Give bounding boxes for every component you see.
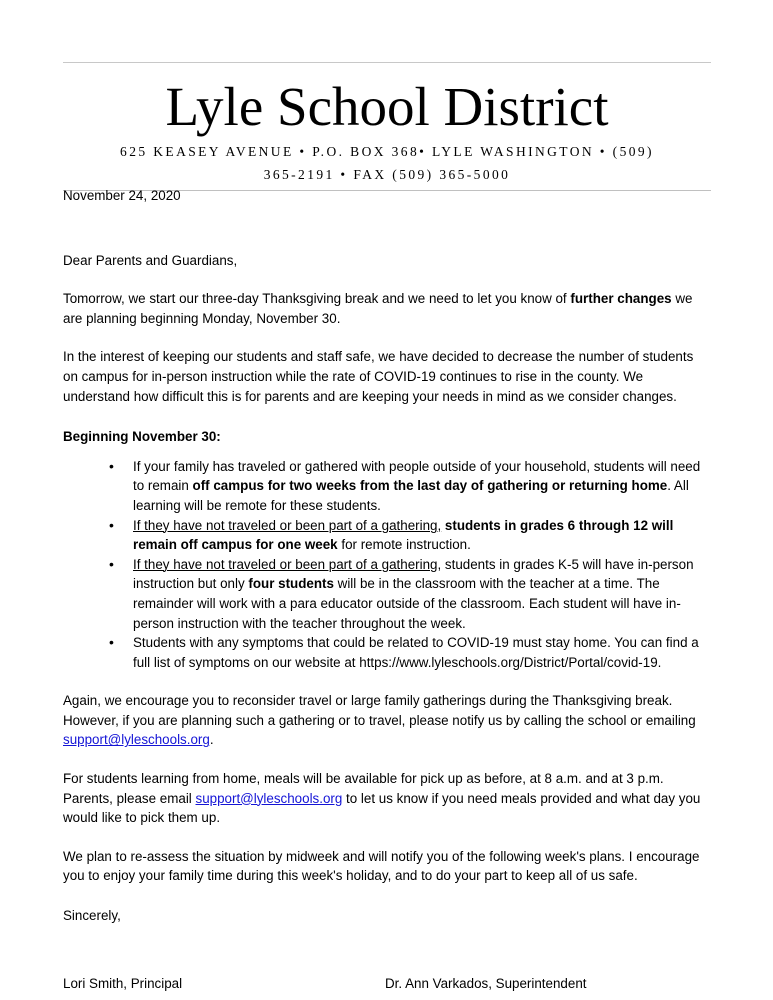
paragraph-rationale: In the interest of keeping our students and staff safe, we have decided to decrease the number of students on campus for in-person instruction while the rate of COVID-19 continues to rise in the county. We understand how difficult this is for parents and are keeping your needs in mind as we consider changes. <box>63 349 694 404</box>
support-email-link[interactable]: support@lyleschools.org <box>63 732 210 748</box>
paragraph-meals-text-b: to let us know if you need meals provided and what day you would like to pick them up. <box>63 790 701 826</box>
letterhead <box>63 62 711 191</box>
paragraph-meals <box>63 769 703 828</box>
list-item-underlined-clause: If they have not traveled or been part of a gathering, <box>133 517 442 533</box>
section-subheading: Beginning November 30: <box>63 429 221 445</box>
letterhead-address-line-2: 365-2191 • FAX (509) 365-5000 <box>263 167 511 182</box>
list-item-text-b: . All learning will be remote for these students. <box>133 478 689 513</box>
list-item <box>63 516 703 555</box>
list-item <box>63 555 703 633</box>
letter-body <box>63 186 703 996</box>
list-item <box>63 633 703 672</box>
paragraph-travel-text-a: Again, we encourage you to reconsider travel or large family gatherings during the Thanksgiving break. However, if you are planning such a gathering or to travel, please notify us by calling the school or emailing <box>63 693 696 728</box>
list-item-text-a: Students with any symptoms that could be related to COVID-19 must stay home. You can find a full list of symptoms on our website at https://www.lyleschools.org/District/Portal/covid-19. <box>133 635 699 670</box>
signature-principal: Lori Smith, Principal <box>63 975 183 991</box>
paragraph-opening-emphasis: further changes <box>570 291 672 307</box>
letterhead-top-rule <box>63 62 711 63</box>
district-name: Lyle School District <box>165 76 609 137</box>
signature-block <box>63 974 703 996</box>
bullet-icon: • <box>109 516 114 533</box>
support-email-link[interactable]: support@lyleschools.org <box>195 790 343 806</box>
letterhead-address-line-1: 625 KEASEY AVENUE • P.O. BOX 368• LYLE WASHINGTON • (509) <box>120 144 654 159</box>
paragraph-travel-text-b: . <box>209 732 214 748</box>
letter-closing: Sincerely, <box>63 908 121 924</box>
list-item <box>63 457 703 516</box>
list-item-text-a: If your family has traveled or gathered with people outside of your household, students will need to remain <box>133 458 701 494</box>
list-item-underlined-clause: If they have not traveled or been part of a gathering <box>133 556 438 572</box>
list-item-emphasis: four students <box>248 576 334 592</box>
list-item-text-b: for remote instruction. <box>337 537 471 553</box>
paragraph-travel-notice <box>63 691 703 750</box>
letter-salutation: Dear Parents and Guardians, <box>63 252 238 268</box>
bullet-icon: • <box>109 555 114 572</box>
list-item-text-a: , students in grades K-5 will have in-person instruction but only <box>133 556 694 592</box>
signature-superintendent: Dr. Ann Varkados, Superintendent <box>385 975 587 991</box>
paragraph-opening-text-a: Tomorrow, we start our three-day Thanksgiving break and we need to let you know of <box>63 291 571 307</box>
paragraph-opening <box>63 289 703 328</box>
letter-date: November 24, 2020 <box>63 188 181 203</box>
list-item-text-b: will be in the classroom with the teacher at a time. The remainder will work with a para educator outside of the classroom. Each student will have in-person instruction with the teacher throughout the week. <box>133 576 681 631</box>
list-item-emphasis: students in grades 6 through 12 will remain off campus for one week <box>133 517 674 553</box>
paragraph-reassess: We plan to re-assess the situation by midweek and will notify you of the following week's plans. I encourage you to enjoy your family time during this week's holiday, and to do your part to keep all of us safe. <box>63 848 700 884</box>
paragraph-opening-text-b: we are planning beginning Monday, November 30. <box>63 291 693 326</box>
changes-list <box>63 457 703 673</box>
list-item-emphasis: off campus for two weeks from the last day of gathering or returning home <box>192 478 668 494</box>
bullet-icon: • <box>109 457 114 474</box>
paragraph-meals-text-a: For students learning from home, meals will be available for pick up as before, at 8 a.m. and at 3 p.m. Parents, please email <box>63 771 664 806</box>
bullet-icon: • <box>109 634 114 651</box>
